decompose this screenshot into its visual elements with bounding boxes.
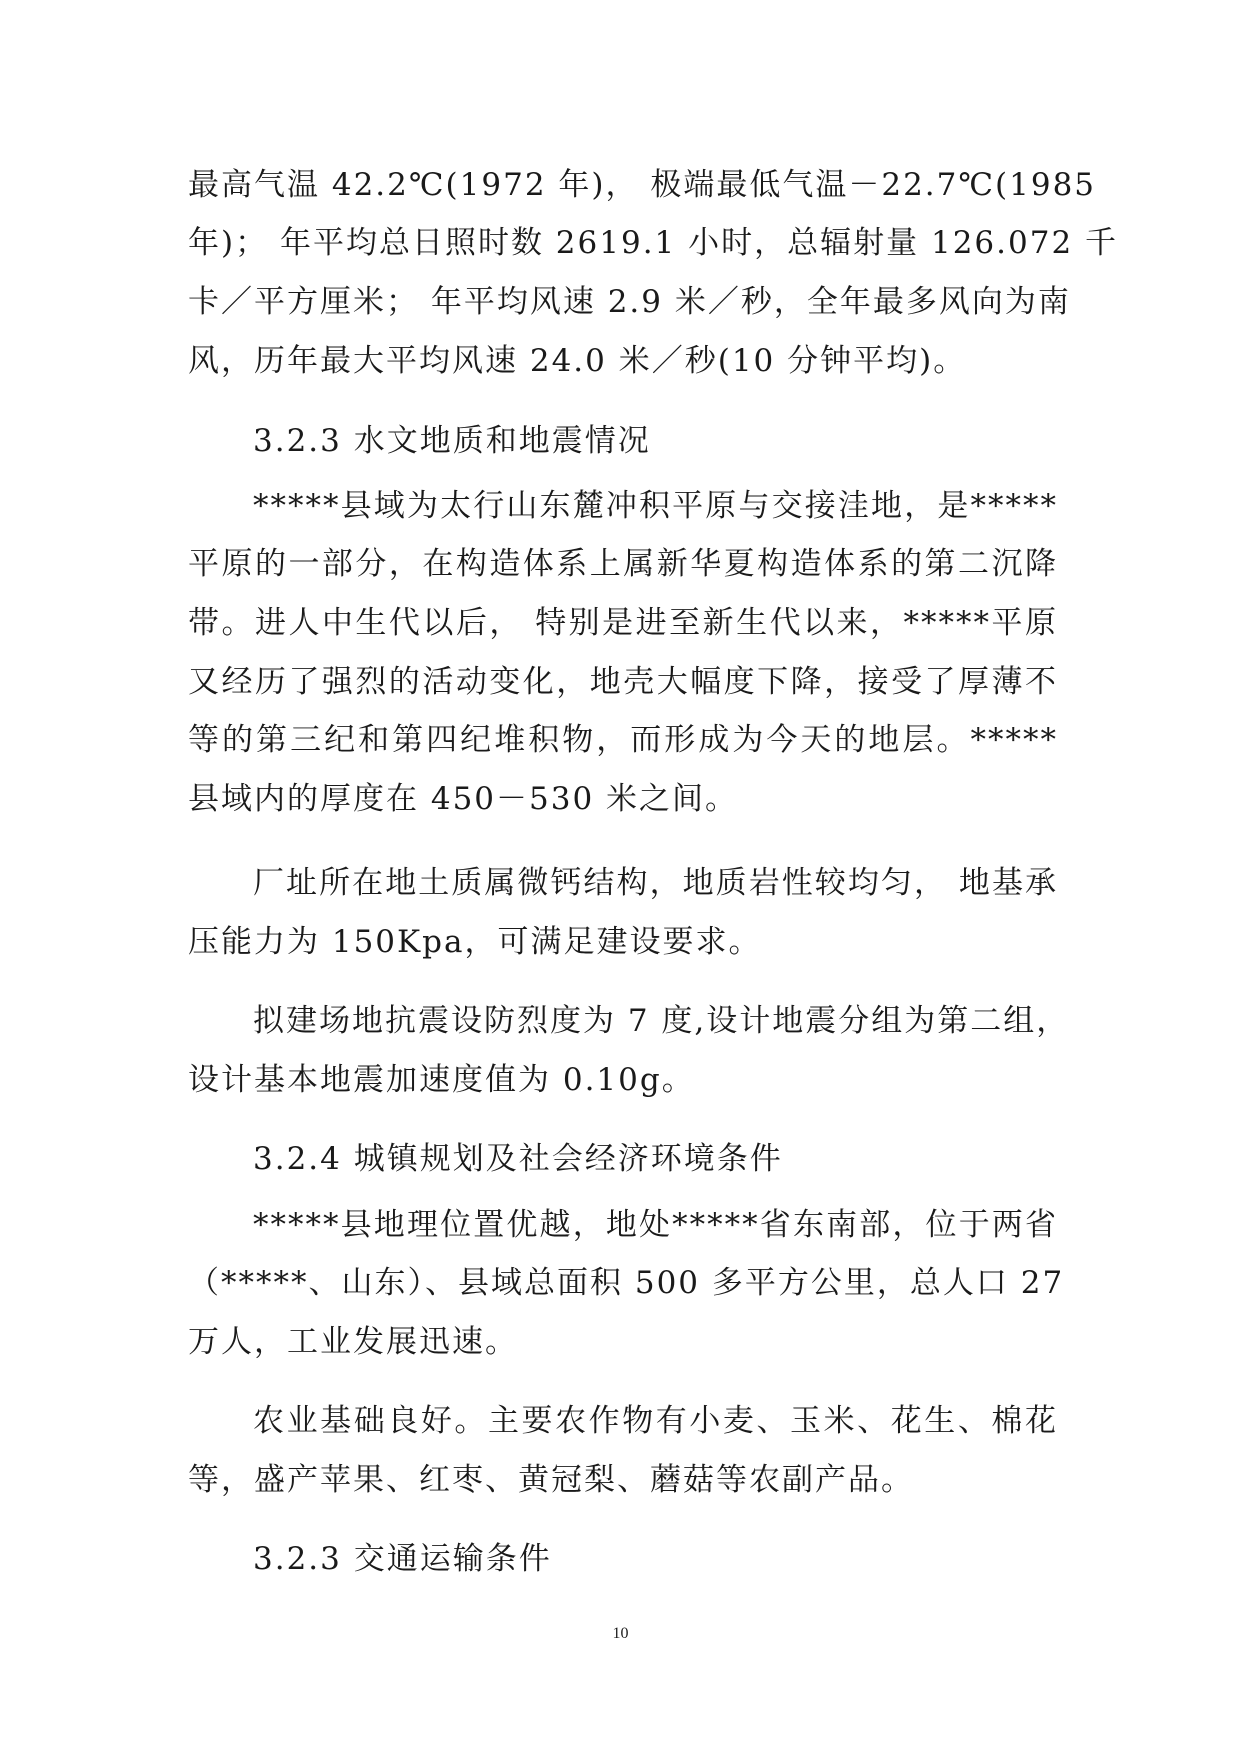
text-line: 设计基本地震加速度值为 0.10g。 — [188, 1062, 695, 1098]
text-line: 又经历了强烈的活动变化，地壳大幅度下降，接受了厚薄不 — [188, 664, 1058, 700]
text-line: 年)； 年平均总日照时数 2619.1 小时，总辐射量 126.072 千 — [188, 225, 1119, 261]
text-line: 带。进人中生代以后， 特别是进至新生代以来，*****平原 — [188, 605, 1058, 641]
text-line: 厂址所在地土质属微钙结构，地质岩性较均匀， 地基承 — [253, 865, 1058, 901]
text-line: 农业基础良好。主要农作物有小麦、玉米、花生、棉花 — [253, 1403, 1058, 1439]
text-line: 压能力为 150Kpa，可满足建设要求。 — [188, 924, 762, 960]
text-line: 等，盛产苹果、红枣、黄冠梨、蘑菇等农副产品。 — [188, 1462, 914, 1498]
text-line: 等的第三纪和第四纪堆积物，而形成为今天的地层。***** — [188, 722, 1058, 758]
text-line: *****县地理位置优越，地处*****省东南部，位于两省 — [253, 1207, 1058, 1243]
section-heading: 3.2.4 城镇规划及社会经济环境条件 — [253, 1141, 783, 1177]
text-line: 风，历年最大平均风速 24.0 米／秒(10 分钟平均)。 — [188, 343, 967, 379]
section-heading: 3.2.3 交通运输条件 — [253, 1541, 552, 1577]
text-line: 拟建场地抗震设防烈度为 7 度,设计地震分组为第二组， — [253, 1003, 1070, 1039]
text-line: 最高气温 42.2℃(1972 年)， 极端最低气温－22.7℃(1985 — [188, 167, 1097, 203]
text-line: *****县域为太行山东麓冲积平原与交接洼地，是***** — [253, 488, 1058, 524]
section-heading: 3.2.3 水文地质和地震情况 — [253, 423, 651, 459]
text-line: 平原的一部分，在构造体系上属新华夏构造体系的第二沉降 — [188, 546, 1058, 582]
text-line: （*****、山东）、县域总面积 500 多平方公里，总人口 27 — [188, 1265, 1065, 1301]
text-line: 卡／平方厘米； 年平均风速 2.9 米／秒，全年最多风向为南 — [188, 284, 1071, 320]
page-number: 10 — [612, 1625, 629, 1642]
text-line: 县域内的厚度在 450－530 米之间。 — [188, 781, 739, 817]
text-line: 万人，工业发展迅速。 — [188, 1324, 518, 1360]
